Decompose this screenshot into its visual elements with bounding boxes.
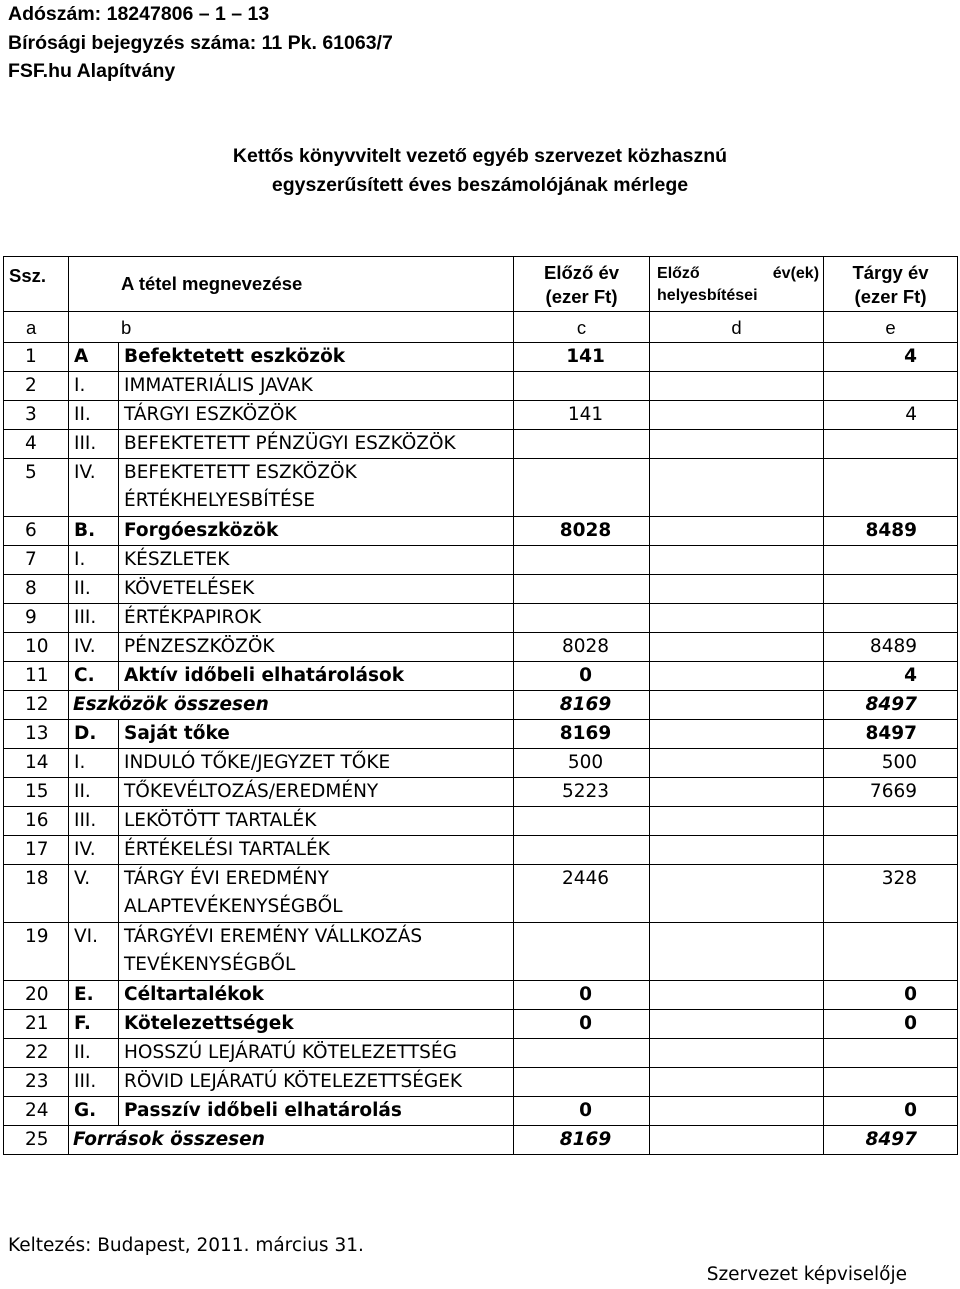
row-number: 5 bbox=[4, 459, 69, 517]
header-current-year: Tárgy év (ezer Ft) bbox=[824, 257, 958, 312]
correction-value bbox=[650, 749, 824, 778]
current-year-value bbox=[824, 372, 958, 401]
row-code: A bbox=[69, 343, 119, 372]
correction-value bbox=[650, 1097, 824, 1126]
previous-year-value bbox=[514, 546, 650, 575]
correction-value bbox=[650, 633, 824, 662]
item-name-line-1: Aktív időbeli elhatárolások bbox=[124, 665, 405, 686]
row-number: 18 bbox=[4, 865, 69, 923]
item-name-line-1: RÖVID LEJÁRATÚ KÖTELEZETTSÉGEK bbox=[124, 1071, 463, 1092]
item-name-line-2: ALAPTEVÉKENYSÉGBŐL bbox=[124, 896, 343, 917]
header-corrections: Előző év(ek) helyesbítései bbox=[650, 257, 824, 312]
item-name-line-1: TÁRGYI ESZKÖZÖK bbox=[124, 404, 297, 425]
row-code: IV. bbox=[69, 836, 119, 865]
row-item-name bbox=[119, 517, 514, 546]
document-header bbox=[8, 0, 393, 86]
row-code: II. bbox=[69, 575, 119, 604]
correction-value bbox=[650, 778, 824, 807]
current-year-value: 8489 bbox=[824, 633, 958, 662]
item-name-line-1: INDULÓ TŐKE/JEGYZET TŐKE bbox=[124, 752, 391, 773]
table-row bbox=[4, 546, 958, 575]
previous-year-value: 141 bbox=[514, 401, 650, 430]
item-name-line-1: KÖVETELÉSEK bbox=[124, 578, 255, 599]
correction-value bbox=[650, 1126, 824, 1155]
row-code: D. bbox=[69, 720, 119, 749]
item-name-line-1: BEFEKTETETT ESZKÖZÖK bbox=[124, 462, 357, 483]
item-name-line-1: Kötelezettségek bbox=[124, 1013, 294, 1034]
row-code: I. bbox=[69, 372, 119, 401]
table-row bbox=[4, 662, 958, 691]
row-number: 12 bbox=[4, 691, 69, 720]
row-code: I. bbox=[69, 749, 119, 778]
current-year-value: 500 bbox=[824, 749, 958, 778]
title-line-2: egyszerűsített éves beszámolójának mérlege bbox=[271, 173, 689, 196]
correction-value bbox=[650, 1039, 824, 1068]
current-year-value bbox=[824, 923, 958, 981]
item-name-line-1: Céltartalékok bbox=[124, 984, 264, 1005]
row-item-name bbox=[119, 720, 514, 749]
row-number: 6 bbox=[4, 517, 69, 546]
current-year-value bbox=[824, 1068, 958, 1097]
row-item-name bbox=[119, 981, 514, 1010]
previous-year-value: 0 bbox=[514, 1010, 650, 1039]
correction-value bbox=[650, 720, 824, 749]
header-item-name: A tétel megnevezése bbox=[69, 257, 514, 312]
row-code: III. bbox=[69, 807, 119, 836]
correction-value bbox=[650, 343, 824, 372]
item-name-line-1: PÉNZESZKÖZÖK bbox=[124, 636, 275, 657]
previous-year-value bbox=[514, 430, 650, 459]
row-number: 9 bbox=[4, 604, 69, 633]
correction-value bbox=[650, 604, 824, 633]
item-name-line-1: TŐKEVÉLTOZÁS/EREDMÉNY bbox=[124, 781, 379, 802]
correction-value bbox=[650, 923, 824, 981]
previous-year-value: 500 bbox=[514, 749, 650, 778]
previous-year-value: 8169 bbox=[514, 720, 650, 749]
previous-year-value: 8028 bbox=[514, 517, 650, 546]
row-code: VI. bbox=[69, 923, 119, 981]
table-row bbox=[4, 1097, 958, 1126]
row-number: 11 bbox=[4, 662, 69, 691]
letter-e: e bbox=[824, 312, 958, 343]
court-registration: Bírósági bejegyzés száma: 11 Pk. 61063/7 bbox=[8, 31, 393, 54]
current-year-value: 4 bbox=[824, 662, 958, 691]
row-item-name bbox=[119, 865, 514, 923]
current-year-value bbox=[824, 1039, 958, 1068]
item-name-line-1: ÉRTÉKPAPIROK bbox=[124, 607, 262, 628]
row-number: 3 bbox=[4, 401, 69, 430]
table-row bbox=[4, 401, 958, 430]
row-code: G. bbox=[69, 1097, 119, 1126]
previous-year-value bbox=[514, 372, 650, 401]
row-number: 20 bbox=[4, 981, 69, 1010]
title-line-1: Kettős könyvvitelt vezető egyéb szervezet közhasznú bbox=[232, 145, 728, 167]
row-item-name bbox=[119, 343, 514, 372]
previous-year-value bbox=[514, 1068, 650, 1097]
table-row bbox=[4, 1068, 958, 1097]
table-row bbox=[4, 981, 958, 1010]
row-number: 7 bbox=[4, 546, 69, 575]
item-name-line-1: TÁRGY ÉVI EREDMÉNY bbox=[124, 868, 329, 889]
row-code: B. bbox=[69, 517, 119, 546]
current-year-value: 0 bbox=[824, 1097, 958, 1126]
correction-value bbox=[650, 401, 824, 430]
row-item-name bbox=[119, 923, 514, 981]
table-row bbox=[4, 923, 958, 981]
row-number: 4 bbox=[4, 430, 69, 459]
row-code: IV. bbox=[69, 633, 119, 662]
table-row bbox=[4, 1010, 958, 1039]
row-item-name bbox=[119, 1010, 514, 1039]
item-name-line-1: LEKÖTÖTT TARTALÉK bbox=[124, 810, 317, 831]
table-row bbox=[4, 836, 958, 865]
row-code: II. bbox=[69, 401, 119, 430]
current-year-value bbox=[824, 836, 958, 865]
item-name-line-1: TÁRGYÉVI EREMÉNY VÁLLKOZÁS bbox=[124, 926, 423, 947]
row-code: E. bbox=[69, 981, 119, 1010]
table-row bbox=[4, 459, 958, 517]
current-year-value: 4 bbox=[824, 343, 958, 372]
item-name-line-2: ÉRTÉKHELYESBÍTÉSE bbox=[124, 490, 316, 511]
previous-year-value: 0 bbox=[514, 1097, 650, 1126]
table-row bbox=[4, 604, 958, 633]
row-item-name bbox=[119, 1068, 514, 1097]
row-number: 10 bbox=[4, 633, 69, 662]
row-code: F. bbox=[69, 1010, 119, 1039]
correction-value bbox=[650, 865, 824, 923]
row-item-name bbox=[119, 1039, 514, 1068]
document-title bbox=[0, 142, 960, 199]
previous-year-value bbox=[514, 807, 650, 836]
header-previous-year: Előző év (ezer Ft) bbox=[514, 257, 650, 312]
row-item-name bbox=[119, 749, 514, 778]
correction-value bbox=[650, 1010, 824, 1039]
item-name-line-1: Befektetett eszközök bbox=[124, 346, 346, 367]
current-year-value: 8489 bbox=[824, 517, 958, 546]
row-item-name bbox=[119, 575, 514, 604]
previous-year-value: 8169 bbox=[514, 691, 650, 720]
current-year-value: 0 bbox=[824, 1010, 958, 1039]
previous-year-value bbox=[514, 604, 650, 633]
row-code: II. bbox=[69, 1039, 119, 1068]
row-item-name bbox=[119, 807, 514, 836]
previous-year-value bbox=[514, 459, 650, 517]
letter-c: c bbox=[514, 312, 650, 343]
row-number: 24 bbox=[4, 1097, 69, 1126]
row-number: 1 bbox=[4, 343, 69, 372]
item-name-line-1: Saját tőke bbox=[124, 723, 230, 744]
row-item-name bbox=[119, 604, 514, 633]
table-row bbox=[4, 575, 958, 604]
balance-sheet-table bbox=[3, 256, 958, 1155]
row-item-name bbox=[119, 633, 514, 662]
previous-year-value: 8169 bbox=[514, 1126, 650, 1155]
letter-d: d bbox=[650, 312, 824, 343]
row-code: III. bbox=[69, 604, 119, 633]
current-year-value: 8497 bbox=[824, 720, 958, 749]
letter-b: b bbox=[69, 312, 514, 343]
row-item-name bbox=[119, 372, 514, 401]
row-number: 8 bbox=[4, 575, 69, 604]
current-year-value: 4 bbox=[824, 401, 958, 430]
row-code: III. bbox=[69, 1068, 119, 1097]
item-name-line-1: HOSSZÚ LEJÁRATÚ KÖTELEZETTSÉG bbox=[124, 1042, 457, 1063]
item-name-line-1: Passzív időbeli elhatárolás bbox=[124, 1100, 402, 1121]
current-year-value: 8497 bbox=[824, 1126, 958, 1155]
table-row bbox=[4, 1039, 958, 1068]
previous-year-value: 0 bbox=[514, 981, 650, 1010]
table-row bbox=[4, 807, 958, 836]
previous-year-value: 5223 bbox=[514, 778, 650, 807]
table-row bbox=[4, 1126, 958, 1155]
signature-line: Szervezet képviselője bbox=[706, 1264, 907, 1285]
previous-year-value bbox=[514, 836, 650, 865]
row-code: I. bbox=[69, 546, 119, 575]
current-year-value bbox=[824, 546, 958, 575]
current-year-value bbox=[824, 575, 958, 604]
letter-a: a bbox=[4, 312, 69, 343]
row-item-name bbox=[119, 778, 514, 807]
correction-value bbox=[650, 981, 824, 1010]
row-item-name bbox=[119, 459, 514, 517]
row-item-name bbox=[119, 430, 514, 459]
item-name-line-1: IMMATERIÁLIS JAVAK bbox=[124, 375, 313, 396]
row-item-name bbox=[119, 546, 514, 575]
correction-value bbox=[650, 691, 824, 720]
row-number: 25 bbox=[4, 1126, 69, 1155]
table-row bbox=[4, 778, 958, 807]
row-total-label: Források összesen bbox=[69, 1126, 514, 1155]
correction-value bbox=[650, 459, 824, 517]
correction-value bbox=[650, 807, 824, 836]
item-name-line-2: TEVÉKENYSÉGBŐL bbox=[124, 954, 296, 975]
correction-value bbox=[650, 575, 824, 604]
correction-value bbox=[650, 1068, 824, 1097]
correction-value bbox=[650, 517, 824, 546]
table-row bbox=[4, 343, 958, 372]
correction-value bbox=[650, 662, 824, 691]
row-number: 2 bbox=[4, 372, 69, 401]
row-item-name bbox=[119, 401, 514, 430]
previous-year-value: 141 bbox=[514, 343, 650, 372]
row-item-name bbox=[119, 1097, 514, 1126]
row-code: IV. bbox=[69, 459, 119, 517]
row-code: V. bbox=[69, 865, 119, 923]
correction-value bbox=[650, 430, 824, 459]
table-row bbox=[4, 372, 958, 401]
row-number: 15 bbox=[4, 778, 69, 807]
table-row bbox=[4, 865, 958, 923]
row-item-name bbox=[119, 836, 514, 865]
current-year-value bbox=[824, 604, 958, 633]
row-number: 14 bbox=[4, 749, 69, 778]
table-row bbox=[4, 517, 958, 546]
table-header-row bbox=[4, 257, 958, 312]
correction-value bbox=[650, 836, 824, 865]
tax-number: Adószám: 18247806 – 1 – 13 bbox=[8, 3, 270, 25]
current-year-value bbox=[824, 459, 958, 517]
row-code: II. bbox=[69, 778, 119, 807]
row-number: 21 bbox=[4, 1010, 69, 1039]
date-line: Keltezés: Budapest, 2011. március 31. bbox=[8, 1235, 364, 1256]
row-number: 16 bbox=[4, 807, 69, 836]
item-name-line-1: KÉSZLETEK bbox=[124, 549, 230, 570]
item-name-line-1: ÉRTÉKELÉSI TARTALÉK bbox=[124, 839, 330, 860]
row-item-name bbox=[119, 662, 514, 691]
column-letter-row bbox=[4, 312, 958, 343]
correction-value bbox=[650, 546, 824, 575]
row-code: C. bbox=[69, 662, 119, 691]
current-year-value: 8497 bbox=[824, 691, 958, 720]
current-year-value: 7669 bbox=[824, 778, 958, 807]
previous-year-value: 8028 bbox=[514, 633, 650, 662]
table-row bbox=[4, 691, 958, 720]
row-number: 23 bbox=[4, 1068, 69, 1097]
current-year-value: 0 bbox=[824, 981, 958, 1010]
table-row bbox=[4, 430, 958, 459]
row-number: 13 bbox=[4, 720, 69, 749]
current-year-value: 328 bbox=[824, 865, 958, 923]
previous-year-value bbox=[514, 923, 650, 981]
current-year-value bbox=[824, 430, 958, 459]
correction-value bbox=[650, 372, 824, 401]
previous-year-value: 2446 bbox=[514, 865, 650, 923]
table-row bbox=[4, 720, 958, 749]
row-number: 19 bbox=[4, 923, 69, 981]
header-ssz: Ssz. bbox=[4, 257, 69, 312]
previous-year-value bbox=[514, 1039, 650, 1068]
table-row bbox=[4, 633, 958, 662]
table-row bbox=[4, 749, 958, 778]
organization-name: FSF.hu Alapítvány bbox=[8, 60, 176, 82]
row-number: 22 bbox=[4, 1039, 69, 1068]
item-name-line-1: Forgóeszközök bbox=[124, 520, 279, 541]
row-total-label: Eszközök összesen bbox=[69, 691, 514, 720]
previous-year-value bbox=[514, 575, 650, 604]
row-code: III. bbox=[69, 430, 119, 459]
previous-year-value: 0 bbox=[514, 662, 650, 691]
item-name-line-1: BEFEKTETETT PÉNZÜGYI ESZKÖZÖK bbox=[124, 433, 456, 454]
current-year-value bbox=[824, 807, 958, 836]
row-number: 17 bbox=[4, 836, 69, 865]
